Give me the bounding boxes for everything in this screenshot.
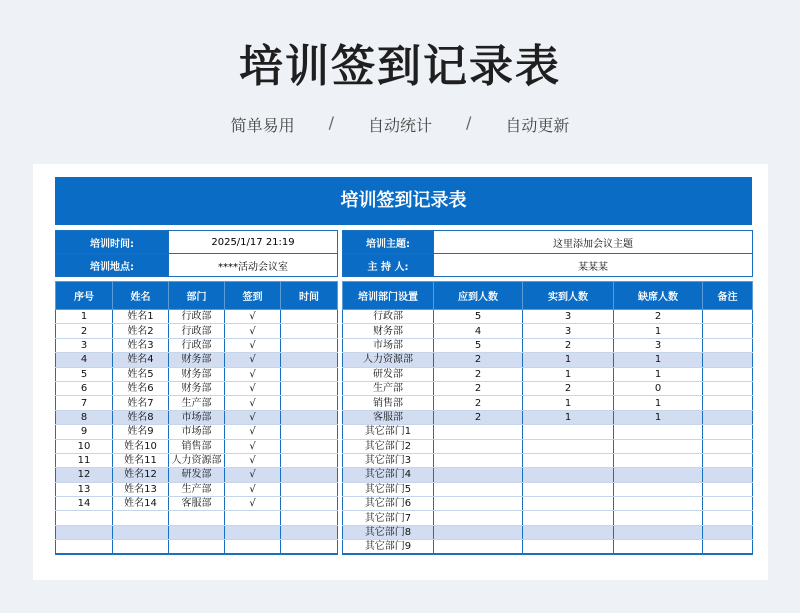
table-cell[interactable]: 其它部门8 [343, 525, 434, 539]
table-cell[interactable]: 3 [56, 338, 113, 352]
table-cell[interactable]: 13 [56, 482, 113, 496]
table-cell[interactable] [614, 425, 703, 439]
table-cell[interactable]: 行政部 [169, 310, 225, 324]
table-cell[interactable] [703, 338, 753, 352]
table-cell[interactable] [56, 540, 113, 554]
table-cell[interactable]: 销售部 [343, 396, 434, 410]
table-cell[interactable] [523, 482, 614, 496]
attendance-row [56, 540, 338, 554]
table-cell[interactable]: 1 [523, 367, 614, 381]
table-cell[interactable] [523, 468, 614, 482]
table-cell[interactable]: 1 [614, 367, 703, 381]
table-cell[interactable]: 1 [523, 396, 614, 410]
table-cell[interactable] [281, 439, 338, 453]
table-cell[interactable]: 姓名2 [113, 324, 169, 338]
feature-tag: 简单易用 [230, 116, 295, 135]
table-cell[interactable] [703, 410, 753, 424]
attendance-row [56, 338, 338, 352]
column-header: 缺席人数 [614, 282, 703, 310]
sheet-banner: 培训签到记录表 [55, 177, 752, 225]
table-cell[interactable]: 生产部 [169, 482, 225, 496]
table-cell[interactable] [703, 468, 753, 482]
table-cell[interactable] [703, 497, 753, 511]
table-cell[interactable]: 姓名3 [113, 338, 169, 352]
table-cell[interactable] [523, 511, 614, 525]
training-info-left [55, 230, 338, 277]
attendance-row [56, 525, 338, 539]
summary-row [343, 482, 753, 496]
table-cell[interactable]: 0 [614, 381, 703, 395]
table-cell[interactable]: 财务部 [169, 367, 225, 381]
column-header: 序号 [56, 282, 113, 310]
table-cell[interactable]: 2 [614, 310, 703, 324]
table-cell[interactable] [614, 453, 703, 467]
table-cell[interactable]: 客服部 [169, 497, 225, 511]
table-cell[interactable]: 2 [434, 381, 523, 395]
table-cell[interactable]: 12 [56, 468, 113, 482]
column-header: 备注 [703, 282, 753, 310]
column-header: 时间 [281, 282, 338, 310]
table-cell[interactable]: 财务部 [169, 381, 225, 395]
table-cell[interactable] [281, 525, 338, 539]
table-cell[interactable]: 生产部 [343, 381, 434, 395]
table-cell[interactable]: 其它部门2 [343, 439, 434, 453]
table-cell[interactable] [434, 425, 523, 439]
table-cell[interactable] [703, 540, 753, 555]
table-cell[interactable]: 姓名12 [113, 468, 169, 482]
table-cell[interactable] [281, 482, 338, 496]
table-cell[interactable] [523, 497, 614, 511]
table-cell[interactable] [614, 540, 703, 555]
table-cell[interactable] [523, 525, 614, 539]
attendance-row [56, 425, 338, 439]
table-cell[interactable] [703, 310, 753, 324]
attendance-row [56, 453, 338, 467]
table-cell[interactable] [281, 338, 338, 352]
table-cell[interactable]: 10 [56, 439, 113, 453]
attendance-row [56, 367, 338, 381]
summary-row [343, 540, 753, 555]
table-cell[interactable]: √ [225, 396, 281, 410]
table-cell[interactable]: 生产部 [169, 396, 225, 410]
table-cell[interactable] [703, 353, 753, 367]
table-cell[interactable]: √ [225, 381, 281, 395]
table-cell[interactable]: 9 [56, 425, 113, 439]
table-cell[interactable] [281, 511, 338, 525]
table-cell[interactable] [281, 425, 338, 439]
summary-row [343, 453, 753, 467]
table-cell[interactable] [703, 396, 753, 410]
table-cell[interactable]: 5 [56, 367, 113, 381]
table-cell[interactable] [523, 453, 614, 467]
table-cell[interactable]: 人力资源部 [169, 453, 225, 467]
table-cell[interactable]: 姓名8 [113, 410, 169, 424]
column-header: 部门 [169, 282, 225, 310]
table-cell[interactable] [703, 453, 753, 467]
page-title: 培训签到记录表 [239, 41, 561, 92]
table-cell[interactable]: 销售部 [169, 439, 225, 453]
table-cell[interactable]: 其它部门7 [343, 511, 434, 525]
table-cell[interactable]: 姓名1 [113, 310, 169, 324]
summary-row [343, 525, 753, 539]
table-cell[interactable] [703, 381, 753, 395]
table-cell[interactable] [281, 410, 338, 424]
summary-row [343, 396, 753, 410]
table-cell[interactable]: 行政部 [343, 310, 434, 324]
table-cell[interactable]: 其它部门1 [343, 425, 434, 439]
table-cell[interactable] [56, 525, 113, 539]
table-cell[interactable] [703, 525, 753, 539]
table-cell[interactable] [523, 425, 614, 439]
summary-row [343, 324, 753, 338]
training-topic-label: 培训主题: [343, 231, 434, 254]
table-cell[interactable]: 姓名7 [113, 396, 169, 410]
table-cell[interactable]: √ [225, 338, 281, 352]
table-cell[interactable] [169, 511, 225, 525]
table-cell[interactable] [434, 511, 523, 525]
table-cell[interactable]: 1 [523, 410, 614, 424]
table-cell[interactable] [614, 468, 703, 482]
table-cell[interactable] [614, 482, 703, 496]
table-cell[interactable] [281, 468, 338, 482]
table-cell[interactable] [281, 453, 338, 467]
column-header: 应到人数 [434, 282, 523, 310]
table-cell[interactable]: 3 [614, 338, 703, 352]
attendance-row [56, 410, 338, 424]
table-cell[interactable]: 1 [523, 353, 614, 367]
summary-row [343, 425, 753, 439]
table-cell[interactable]: 5 [434, 310, 523, 324]
attendance-table [55, 281, 338, 555]
table-cell[interactable]: 2 [434, 353, 523, 367]
table-cell[interactable] [703, 511, 753, 525]
table-cell[interactable]: 行政部 [169, 324, 225, 338]
training-info-right [342, 230, 753, 277]
table-cell[interactable]: 财务部 [169, 353, 225, 367]
table-cell[interactable] [434, 497, 523, 511]
department-summary-table [342, 281, 753, 555]
attendance-row [56, 482, 338, 496]
table-cell[interactable] [225, 511, 281, 525]
table-cell[interactable]: 姓名6 [113, 381, 169, 395]
table-cell[interactable]: √ [225, 439, 281, 453]
column-header: 实到人数 [523, 282, 614, 310]
table-cell[interactable]: √ [225, 310, 281, 324]
table-cell[interactable] [281, 310, 338, 324]
summary-row [343, 497, 753, 511]
table-cell[interactable]: 3 [523, 324, 614, 338]
table-cell[interactable]: 行政部 [169, 338, 225, 352]
table-cell[interactable] [614, 525, 703, 539]
table-cell[interactable] [703, 425, 753, 439]
table-cell[interactable]: 1 [614, 324, 703, 338]
table-cell[interactable]: 姓名4 [113, 353, 169, 367]
summary-row [343, 338, 753, 352]
table-cell[interactable] [703, 324, 753, 338]
table-cell[interactable] [169, 525, 225, 539]
table-cell[interactable]: 2 [434, 367, 523, 381]
table-cell[interactable] [281, 497, 338, 511]
table-cell[interactable]: 2 [56, 324, 113, 338]
table-cell[interactable] [434, 525, 523, 539]
table-cell[interactable]: 2 [523, 338, 614, 352]
table-cell[interactable] [169, 540, 225, 554]
summary-row [343, 310, 753, 324]
table-cell[interactable]: 市场部 [169, 410, 225, 424]
table-cell[interactable]: 研发部 [169, 468, 225, 482]
table-cell[interactable]: 2 [523, 381, 614, 395]
table-cell[interactable]: 姓名11 [113, 453, 169, 467]
table-cell[interactable]: √ [225, 425, 281, 439]
table-cell[interactable]: √ [225, 468, 281, 482]
training-time-value[interactable]: 2025/1/17 21:19 [169, 231, 338, 254]
table-cell[interactable]: 其它部门6 [343, 497, 434, 511]
table-cell[interactable] [281, 353, 338, 367]
table-cell[interactable]: 14 [56, 497, 113, 511]
table-cell[interactable] [703, 439, 753, 453]
training-place-label: 培训地点: [56, 254, 169, 277]
table-cell[interactable]: 客服部 [343, 410, 434, 424]
table-cell[interactable] [523, 439, 614, 453]
attendance-row [56, 310, 338, 324]
table-cell[interactable] [281, 381, 338, 395]
attendance-row [56, 468, 338, 482]
column-header: 姓名 [113, 282, 169, 310]
summary-row [343, 468, 753, 482]
table-cell[interactable]: 4 [56, 353, 113, 367]
table-cell[interactable]: 人力资源部 [343, 353, 434, 367]
table-cell[interactable] [434, 453, 523, 467]
feature-tag: 自动更新 [505, 116, 570, 135]
summary-row [343, 439, 753, 453]
table-cell[interactable]: 研发部 [343, 367, 434, 381]
table-cell[interactable]: 姓名13 [113, 482, 169, 496]
table-cell[interactable]: 其它部门4 [343, 468, 434, 482]
table-cell[interactable]: 市场部 [169, 425, 225, 439]
table-cell[interactable]: 8 [56, 410, 113, 424]
table-cell[interactable]: 姓名5 [113, 367, 169, 381]
summary-row [343, 410, 753, 424]
table-cell[interactable]: 1 [614, 410, 703, 424]
table-cell[interactable] [434, 540, 523, 555]
attendance-row [56, 353, 338, 367]
table-cell[interactable] [434, 482, 523, 496]
summary-row [343, 353, 753, 367]
attendance-row [56, 381, 338, 395]
table-cell[interactable] [434, 439, 523, 453]
training-place-value[interactable]: ****活动会议室 [169, 254, 338, 277]
table-cell[interactable] [614, 511, 703, 525]
sign-in-sheet [33, 164, 768, 580]
table-cell[interactable]: 1 [614, 353, 703, 367]
table-cell[interactable] [281, 367, 338, 381]
table-cell[interactable]: 2 [434, 410, 523, 424]
tag-separator: / [328, 113, 334, 132]
summary-row [343, 367, 753, 381]
table-cell[interactable] [281, 396, 338, 410]
table-cell[interactable] [113, 525, 169, 539]
table-cell[interactable] [614, 439, 703, 453]
table-cell[interactable] [434, 468, 523, 482]
attendance-row [56, 497, 338, 511]
table-cell[interactable]: √ [225, 482, 281, 496]
host-value[interactable]: 某某某 [434, 254, 753, 277]
summary-row [343, 381, 753, 395]
training-topic-value[interactable]: 这里添加会议主题 [434, 231, 753, 254]
tag-separator: / [466, 113, 472, 132]
table-cell[interactable] [113, 540, 169, 554]
table-cell[interactable] [703, 367, 753, 381]
table-cell[interactable]: 姓名9 [113, 425, 169, 439]
table-cell[interactable]: √ [225, 453, 281, 467]
table-cell[interactable]: 其它部门3 [343, 453, 434, 467]
table-cell[interactable] [56, 511, 113, 525]
table-cell[interactable]: 2 [434, 396, 523, 410]
column-header: 培训部门设置 [343, 282, 434, 310]
table-cell[interactable]: 1 [614, 396, 703, 410]
table-cell[interactable] [281, 324, 338, 338]
table-cell[interactable]: 7 [56, 396, 113, 410]
table-cell[interactable]: 其它部门9 [343, 540, 434, 555]
table-cell[interactable]: 其它部门5 [343, 482, 434, 496]
table-cell[interactable]: 4 [434, 324, 523, 338]
table-cell[interactable]: 6 [56, 381, 113, 395]
table-cell[interactable]: 1 [56, 310, 113, 324]
table-cell[interactable]: 5 [434, 338, 523, 352]
attendance-row [56, 511, 338, 525]
attendance-row [56, 439, 338, 453]
table-cell[interactable]: √ [225, 367, 281, 381]
table-cell[interactable] [225, 525, 281, 539]
table-cell[interactable]: √ [225, 497, 281, 511]
table-cell[interactable]: 市场部 [343, 338, 434, 352]
table-cell[interactable]: 姓名10 [113, 439, 169, 453]
table-cell[interactable]: √ [225, 353, 281, 367]
attendance-row [56, 324, 338, 338]
feature-tags [0, 113, 800, 136]
table-cell[interactable]: 11 [56, 453, 113, 467]
column-header: 签到 [225, 282, 281, 310]
table-cell[interactable] [614, 497, 703, 511]
table-cell[interactable] [523, 540, 614, 555]
feature-tag: 自动统计 [367, 116, 432, 135]
table-cell[interactable]: √ [225, 410, 281, 424]
attendance-row [56, 396, 338, 410]
table-cell[interactable] [703, 482, 753, 496]
table-cell[interactable]: 财务部 [343, 324, 434, 338]
table-cell[interactable]: 3 [523, 310, 614, 324]
table-cell[interactable]: 姓名14 [113, 497, 169, 511]
table-cell[interactable]: √ [225, 324, 281, 338]
summary-row [343, 511, 753, 525]
table-cell[interactable] [225, 540, 281, 554]
table-cell[interactable] [113, 511, 169, 525]
table-cell[interactable] [281, 540, 338, 554]
host-label: 主 持 人: [343, 254, 434, 277]
training-time-label: 培训时间: [56, 231, 169, 254]
